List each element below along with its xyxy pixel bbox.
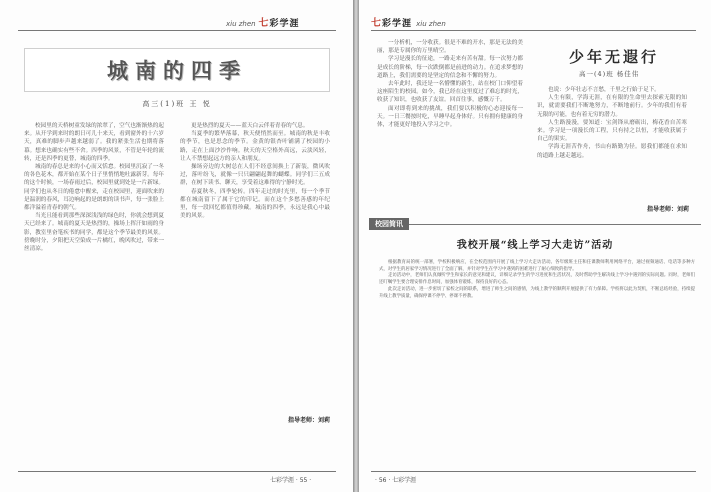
paragraph: 也说：少年壮志不言愁，千里之行始于足下。 xyxy=(548,87,660,93)
article-byline: 高三(1)班 王 悦 xyxy=(142,100,212,108)
paragraph: 城南的春总是来的小心而又恬怠。校园里沉寂了一冬的各色花木，都开始在某个日子里悄悄地吐露新芽。每年的这个时候，一场春雨过后，校园里就到处是一片新绿。同学们也从冬日的倦怠中醒来，走在校园里，迎面吹来的是温润的春风，耳边响起的是朗朗的读书声，每一张脸上都洋溢着青春的朝气。 xyxy=(24,164,164,212)
right-column-2 xyxy=(537,86,687,160)
essay-title: 少年无遐行 xyxy=(569,48,660,66)
paragraph: 学海无涯苦作舟，书山有路勤为径。愿我们都能在求知的道路上越走越远。 xyxy=(537,144,687,159)
paragraph: 学习是漫长的征途，一路走来有苦有甜。每一次努力都是成长的阶梯，每一次跌倒都是前进的动力。在追求梦想的道路上，我们需要的是坚定的信念和不懈的努力。 xyxy=(377,56,523,79)
right-header xyxy=(371,14,446,30)
paragraph: 此次走访活动，进一步密切了家校之间的联系，增进了师生之间的感情，为线上教学的顺利开展提供了有力保障。学校将以此为契机，不断总结经验，持续提升线上教学质量，确保停课不停学、停课不停教。 xyxy=(379,286,695,299)
news-body xyxy=(379,260,695,300)
title-frame xyxy=(24,48,330,92)
paragraph: 当光且能看到那些深深浅浅的绿色时，你就会想到夏天已经来了。城南的夏天是热烈的，操场上挥汗如雨的身影，教室里奋笔疾书的同学，都是这个季节最美的风景。傍晚时分，夕阳把天空染成一片橘红，晚风吹过，带来一丝清凉。 xyxy=(24,213,164,253)
header-logo: 七彩学涯 xyxy=(371,18,413,29)
instructor-credit: 指导老师：刘莉 xyxy=(646,206,689,213)
section-rule xyxy=(409,224,701,225)
paragraph: 面对即将到来的挑战，我们要以积极的心态迎接每一天。一日三餐按时吃，早睡早起身体好。只有拥有健康的身体，才能更好地投入学习之中。 xyxy=(377,105,523,129)
news-headline: 我校开展“线上学习大走访”活动 xyxy=(456,240,614,251)
paragraph: 根据教育局的统一部署，学校积极响应，在全校范围内开展了线上学习大走访活动。各年级班主任和任课教师利用网络平台，通过视频通话、电话等多种方式，对学生的居家学习情况进行了全面了解，并针对学生在学习中遇到的困难进行了耐心细致的指导。 xyxy=(379,260,695,272)
left-column-1 xyxy=(24,122,164,253)
section-label: 校园简讯 xyxy=(369,218,409,230)
right-page xyxy=(359,0,711,492)
header-rule xyxy=(371,30,696,31)
page-number: · 56 · 七彩学涯 xyxy=(375,477,417,484)
header-logo: 七彩学涯 xyxy=(258,18,300,29)
article-title: 城南的四季 xyxy=(107,59,247,83)
footer-rule xyxy=(371,471,696,472)
footer-rule xyxy=(18,471,336,472)
header-rule xyxy=(18,30,336,31)
paragraph: 去年此时，我还是一名懵懂的新生，站在校门口仰望着这座陌生的校园。如今，我已经在这里度过了难忘的时光，收获了知识，也收获了友谊。回首往事，感慨万千。 xyxy=(377,81,523,104)
paragraph: 校园里的天桥树童发绿的浓翠了，空气也渐渐热的起来。从开学到来时的朗日可儿十来天，看到窗外的十六岁天，真难的脚步声越来越弱了。我的紧张生活也期将落幕。想来也确实有些不舍。四季的风景，不管是年轮的流转，还是四季的更替，城南的四季。 xyxy=(24,123,164,162)
paragraph: 一分析机，一分收获。很是不难的开水，那是无法的美丽，那是专属你的万里晴空。 xyxy=(377,40,523,55)
header-italic: xiu zhen xyxy=(416,20,446,28)
paragraph: 人生有限，学海无涯，在有限的生命里去探索无限的知识，就需要我们不断地努力，不断地前行。少年的我们有着无限的可能，也有着无穷的潜力。 xyxy=(537,95,687,118)
section-header xyxy=(369,218,701,230)
left-page xyxy=(0,0,353,492)
left-header xyxy=(226,14,300,30)
paragraph: 春夏秋冬，四季轮转。四年走过的时光里，每一个季节都在城南留下了属于它的印记。而在这个多愁善感的年纪里，每一段回忆都值得珍藏。城南的四季，永远是我心中最美的风景。 xyxy=(180,188,330,220)
paragraph: 当夏季的繁华落幕，秋天便悄然而至。城南的秋是丰收的季节，也是思念的季节。金黄的银杏叶铺满了校园的小路，走在上面沙沙作响。秋天的天空格外高远，云淡风轻，让人不禁想起远方的亲人和朋友。 xyxy=(180,131,330,162)
paragraph: 更是热烈的夏天——蓝天白云伴着青春的气息。 xyxy=(191,123,309,129)
essay-byline: 高一(4)班 杨佳伟 xyxy=(579,70,640,78)
paragraph: 操场旁边的大树总在人们不经意间换上了新装，微风吹过，落叶纷飞，就像一只只翩翩起舞的蝴蝶。同学们三五成群，在树下读书、聊天，享受着这难得的宁静时光。 xyxy=(180,164,330,187)
page-number: 七彩学涯 · 55 · xyxy=(270,477,312,484)
paragraph: 走访活动中，老师们认真倾听学生和家长的意见和建议，详细记录学生的学习进度和生活状况，及时帮助学生解决线上学习中遇到的实际问题。同时，老师们还叮嘱学生要合理安排作息时间，加强体育锻炼，保持良好的心态。 xyxy=(379,273,695,286)
instructor-credit: 指导老师：刘莉 xyxy=(287,417,330,424)
paragraph: 人生路漫漫，要知道：宝剑锋从磨砺出，梅花香自苦寒来。学习是一项漫长的工程，只有持之以恒，才能收获属于自己的果实。 xyxy=(537,119,687,143)
right-column-1 xyxy=(377,39,523,129)
header-italic: xiu zhen xyxy=(226,20,256,28)
left-column-2 xyxy=(180,122,330,220)
